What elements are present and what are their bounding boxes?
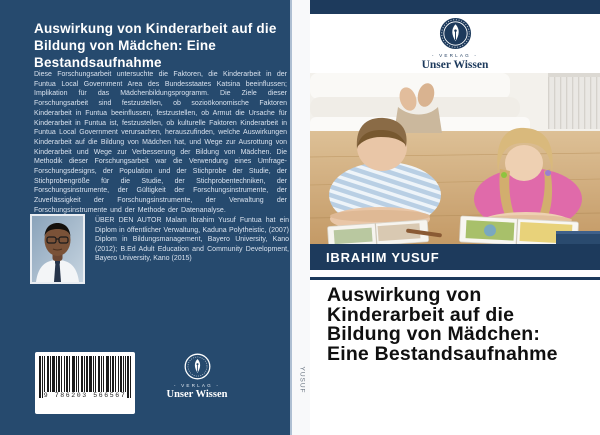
front-title-line: Auswirkung von <box>327 284 482 306</box>
author-portrait-illustration <box>32 216 83 282</box>
front-top-bar <box>310 0 600 14</box>
front-cover-panel <box>310 0 600 435</box>
publisher-logo-back <box>156 353 238 400</box>
author-portrait-photo <box>30 214 85 284</box>
front-title-line: Eine Bestandsaufnahme <box>327 342 558 365</box>
children-reading-illustration <box>310 73 600 244</box>
front-title-line: Bildung von Mädchen: <box>327 323 541 345</box>
publisher-name: Unser Wissen <box>421 58 489 71</box>
pen-nib-in-circle-icon <box>439 17 472 50</box>
spine-author-name: YUSUF <box>298 366 306 394</box>
front-author-strip <box>310 244 600 270</box>
book-spine <box>290 0 310 435</box>
front-cover-title <box>327 286 592 364</box>
front-title-line: Kinderarbeit auf die <box>327 303 515 326</box>
pen-nib-in-circle-icon <box>184 353 211 380</box>
publisher-tagline: - VERLAG - <box>431 53 479 58</box>
publisher-name: Unser Wissen <box>166 388 228 400</box>
back-cover-description: Diese Forschungsarbeit untersuchte die Faktoren, die Kinderarbeit in der Funtua Local Government Area des Bundesstaates Katsina beeinflussen; Implikation für das Mädchenbildungsprogramm. Die Ziele dieser Forschungsarbeit sind festzustellen, ob sozioökonomische Faktoren Kinderarbeit in Funtua beeinflussen, festzustellen, ob Armut die Ursache für Kinderarbeit in Funtua ist, festzustellen, ob kulturelle Faktoren Kinderarbeit in Funtua Local Government verursachen, herauszufinden, welche Auswirkungen Kinderarbeit auf die Bildung von Mädchen hat, und Wege zur Ausrottung von Kinderarbeit und Wege zur Verbesserung der Bildung von Mädchen. Die Methodik dieser Forschungsarbeit war die Verwendung eines Umfrage-Forschungsdesigns, der Population und der Stichprobe der Studie, der Stichprobengröße für die Studie, der Stichprobentechniken, der Forschungsinstrumente, der Gültigkeit der Forschungsinstrumente, der Zuverlässigkeit der Forschungsinstrumente, der Verwaltung der Forschungsinstrumente und der Methode der Datenanalyse. <box>34 71 287 214</box>
back-cover-title: Auswirkung von Kinderarbeit auf die Bildung von Mädchen: Eine Bestandsaufnahme <box>34 21 277 70</box>
publisher-logo-front <box>310 17 600 71</box>
barcode <box>35 352 135 414</box>
isbn-number: 9 786203 566567 <box>43 392 127 399</box>
front-divider-rule <box>310 277 600 280</box>
publisher-tagline: - VERLAG - <box>173 383 221 388</box>
about-author-text: ÜBER DEN AUTOR Malam Ibrahim Yusuf Funtua hat ein Diplom in öffentlicher Verwaltung, Kaduna Polytheistic, (2007) Diplom in Bildungsmanagement, Bayero University, Kano (2012); B.Ed Adult Education and Community Development, Bayero University, Kano (2015) <box>95 217 289 263</box>
cover-photo-children-reading <box>310 73 600 244</box>
front-author-name: IBRAHIM YUSUF <box>326 249 440 265</box>
back-cover-panel <box>0 0 290 435</box>
